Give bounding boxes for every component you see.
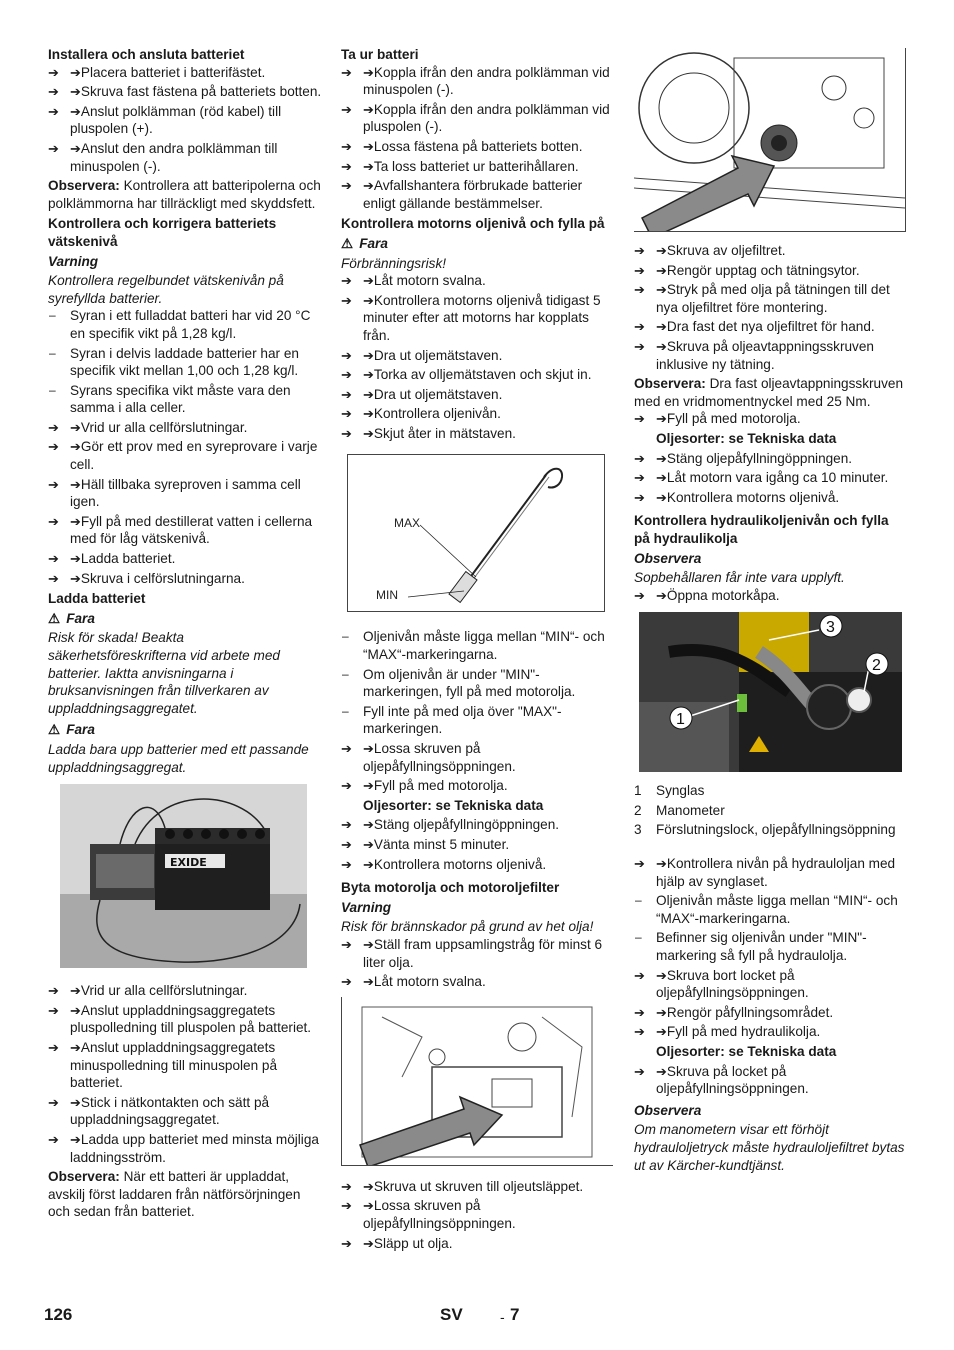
arrow-icon	[341, 138, 359, 156]
danger-label: ⚠ Fara	[341, 235, 388, 251]
dipstick-figure	[347, 454, 605, 612]
battery-charger-illustration	[60, 784, 307, 968]
dash-marker: –	[342, 703, 349, 718]
arrow-icon	[634, 338, 652, 356]
step-item	[48, 419, 322, 437]
step-item	[48, 64, 322, 82]
step-item	[48, 83, 322, 101]
arrow-icon	[341, 64, 359, 82]
step-item	[341, 425, 615, 443]
arrow-icon	[634, 318, 652, 336]
oil-types-ref: Oljesorter: se Tekniska data	[363, 797, 544, 813]
step-item	[341, 347, 615, 365]
step-item	[634, 450, 908, 468]
step-text: Koppla ifrån den andra polklämman vid minuspolen (-).	[363, 64, 610, 98]
step-text: Koppla ifrån den andra polklämman vid pluspolen (-).	[363, 101, 610, 135]
warning-text: Kontrollera regelbundet vätskenivån på syrefyllda batterier.	[48, 273, 284, 306]
arrow-icon	[341, 158, 359, 176]
arrow-icon	[341, 816, 359, 834]
arrow-icon	[634, 1023, 652, 1041]
step-item	[341, 272, 615, 290]
step-item	[48, 438, 322, 473]
arrow-icon	[634, 281, 652, 299]
arrow-icon	[48, 550, 66, 568]
arrow-icon	[341, 936, 359, 954]
arrow-icon	[48, 419, 66, 437]
arrow-icon	[341, 973, 359, 991]
max-label: MAX	[394, 516, 421, 531]
dash-marker: –	[49, 382, 56, 397]
step-item	[634, 410, 908, 428]
step-item	[341, 292, 615, 345]
dash-text: Syrans specifika vikt måste vara den samma i alla celler.	[70, 382, 291, 416]
step-item	[48, 550, 322, 568]
dash-text: Fyll inte på med olja över "MAX"-markeringen.	[363, 703, 562, 737]
heading-check-oil: Kontrollera motorns oljenivå och fylla på	[341, 216, 605, 232]
min-label: MIN	[376, 588, 398, 603]
danger-text-1: Risk för skada! Beakta säkerhetsföreskrifterna vid arbete med batterier. Iaktta anvisningarna i bruksanvisningen från tillverkaren av uppladdningsaggregatet.	[48, 630, 280, 716]
step-item	[341, 1197, 615, 1232]
arrow-icon	[48, 476, 66, 494]
arrow-icon	[48, 513, 66, 531]
step-item	[341, 366, 615, 384]
arrow-icon	[341, 347, 359, 365]
remove-steps	[341, 64, 615, 213]
step-text: Ladda upp batteriet med minsta möjliga laddningsström.	[70, 1131, 319, 1165]
dash-item	[341, 703, 615, 738]
dash-marker: –	[635, 930, 642, 945]
step-text: Låt motorn vara igång ca 10 minuter.	[666, 470, 889, 486]
page-number: 126	[44, 1305, 73, 1324]
arrow-icon	[341, 405, 359, 423]
arrow-icon	[634, 967, 652, 985]
step-item	[634, 338, 908, 373]
legend-item	[634, 782, 908, 800]
step-text: Skruva bort locket på oljepåfyllningsöppningen.	[656, 967, 809, 1001]
observe-label: Observera	[634, 550, 702, 566]
hydraulic-refill-steps	[634, 967, 908, 1041]
step-text: Skruva på oljeavtappningsskruven inklusive ny tätning.	[656, 338, 874, 372]
step-item	[341, 973, 615, 991]
arrow-icon	[341, 101, 359, 119]
arrow-icon	[48, 1039, 66, 1057]
step-text: Öppna motorkåpa.	[666, 587, 780, 603]
oil-types-ref: Oljesorter: se Tekniska data	[656, 430, 837, 446]
step-item	[341, 936, 615, 971]
arrow-icon	[634, 469, 652, 487]
dipstick-illustration	[348, 455, 604, 611]
arrow-icon	[341, 386, 359, 404]
step-text: Ta loss batteriet ur batterihållaren.	[373, 158, 579, 174]
step-text: Häll tillbaka syreproven i samma cell igen.	[70, 476, 301, 510]
step-text: Placera batteriet i batterifästet.	[80, 64, 266, 80]
step-item	[341, 816, 615, 834]
arrow-icon	[341, 777, 359, 795]
step-text: Stick i nätkontakten och sätt på uppladdningsaggregatet.	[70, 1094, 270, 1128]
step-text: Anslut uppladdningsaggregatets minuspolledning till minuspolen på batteriet.	[70, 1039, 278, 1091]
legend-text: Manometer	[656, 802, 725, 818]
oil-refill-steps	[341, 740, 615, 795]
warning-label: Varning	[48, 253, 99, 269]
step-text: Kontrollera motorns oljenivå tidigast 5 minuter efter att motorns har kopplats från.	[363, 292, 601, 343]
step-text: Rengör upptag och tätningsytor.	[666, 262, 860, 278]
danger-text-2: Ladda bara upp batterier med ett passande uppladdningsaggregat.	[48, 741, 309, 775]
hydraulic-types-ref: Oljesorter: se Tekniska data	[656, 1044, 837, 1059]
step-text: Dra fast det nya oljefiltret för hand.	[666, 319, 875, 335]
step-item	[634, 1023, 908, 1041]
dash-text: Syran i delvis laddade batterier har en specifik vikt mellan 1,00 och 1,28 kg/l.	[70, 345, 299, 379]
step-text: Låt motorn svalna.	[373, 273, 486, 289]
heading-charge-battery: Ladda batteriet	[48, 591, 146, 607]
arrow-icon	[48, 140, 66, 158]
step-text: Lossa skruven på oljepåfyllningsöppningen.	[363, 741, 516, 774]
step-text: Skruva av oljefiltret.	[666, 243, 786, 258]
legend-item	[634, 802, 908, 820]
heading-install-battery: Installera och ansluta batteriet	[48, 47, 245, 62]
arrow-icon	[341, 1178, 359, 1196]
step-item	[634, 469, 908, 487]
arrow-icon	[634, 587, 652, 605]
step-text: Lossa skruven på oljepåfyllningsöppningen.	[363, 1198, 516, 1231]
callout-1: 1	[676, 711, 685, 729]
dash-item	[48, 345, 322, 380]
arrow-icon	[341, 292, 359, 310]
legend-number: 1	[634, 783, 642, 799]
dash-text: Befinner sig oljenivån under "MIN"-markering så fyll på hydraulolja.	[656, 930, 867, 964]
step-text: Kontrollera motorns oljenivå.	[666, 489, 840, 505]
step-text: Släpp ut olja.	[373, 1235, 453, 1251]
step-text: Fyll på med hydraulikolja.	[666, 1024, 821, 1040]
heading-battery-level: Kontrollera och korrigera batteriets vätskenivå	[48, 216, 277, 249]
arrow-icon	[634, 242, 652, 260]
column-2	[341, 46, 615, 1254]
step-item	[48, 103, 322, 138]
step-item	[634, 967, 908, 1002]
arrow-icon	[341, 856, 359, 874]
level-steps	[48, 419, 322, 587]
step-text: Skruva i celförslutningarna.	[80, 570, 245, 586]
observe-text: Sopbehållaren får inte vara upplyft.	[634, 570, 845, 586]
hydraulic-finish-steps	[634, 1063, 908, 1098]
arrow-icon	[341, 740, 359, 758]
arrow-icon	[48, 438, 66, 456]
oil-steps	[341, 272, 615, 442]
column-3	[634, 46, 908, 1174]
hydraulic-check-steps	[634, 855, 908, 890]
step-text: Anslut polklämman (röd kabel) till pluspolen (+).	[70, 103, 282, 137]
hydraulic-legend	[634, 782, 908, 839]
warning-triangle-icon: ⚠	[48, 610, 61, 626]
step-text: Gör ett prov med en syreprovare i varje cell.	[70, 439, 318, 473]
step-item	[341, 386, 615, 404]
step-text: Stryk på med olja på tätningen till det nya oljefiltret före montering.	[656, 282, 890, 315]
legend-text: Förslutningslock, oljepåfyllningsöppning	[656, 822, 896, 838]
observe-text-2: Om manometern visar ett förhöjt hydrauloljetryck måste hydrauloljefiltret bytas ut av Kärcher-kundtjänst.	[634, 1122, 905, 1173]
step-item	[341, 836, 615, 854]
step-item	[634, 1063, 908, 1098]
arrow-icon	[48, 64, 66, 82]
callout-3: 3	[826, 619, 835, 637]
step-item	[634, 855, 908, 890]
fill-steps	[634, 410, 908, 428]
step-text: Rengör påfyllningsområdet.	[666, 1004, 834, 1020]
step-item	[341, 177, 615, 212]
step-item	[341, 405, 615, 423]
arrow-icon	[341, 425, 359, 443]
warning-triangle-icon: ⚠	[341, 235, 354, 251]
fill-finish-steps	[634, 450, 908, 507]
arrow-icon	[341, 272, 359, 290]
install-steps	[48, 64, 322, 176]
dash-marker: –	[49, 345, 56, 360]
step-text: Anslut den andra polklämman till minuspolen (-).	[70, 140, 278, 174]
legend-item	[634, 821, 908, 839]
oil-level-facts	[341, 628, 615, 738]
heading-remove-battery: Ta ur batteri	[341, 47, 419, 62]
dash-marker: –	[342, 629, 349, 644]
arrow-icon	[634, 262, 652, 280]
step-text: Kontrollera nivån på hydrauloljan med hjälp av synglaset.	[656, 856, 896, 889]
step-item	[634, 318, 908, 336]
step-item	[341, 64, 615, 99]
arrow-icon	[341, 1235, 359, 1253]
section-page-number: 7	[510, 1305, 520, 1324]
arrow-icon	[634, 489, 652, 507]
oil-finish-steps	[341, 816, 615, 873]
dash-item	[634, 892, 908, 927]
hydraulic-photo	[639, 612, 902, 772]
step-text: Skjut åter in mätstaven.	[373, 425, 516, 441]
footer-separator: -	[500, 1309, 505, 1325]
step-text: Skruva ut skruven till oljeutsläppet.	[373, 1178, 584, 1194]
danger-text: Förbränningsrisk!	[341, 255, 447, 271]
battery-charger-photo	[60, 784, 307, 968]
step-item	[634, 281, 908, 316]
warning-label: Varning	[341, 899, 392, 915]
step-item	[634, 242, 908, 260]
step-text: Vrid ur alla cellförslutningar.	[80, 419, 248, 435]
hydraulic-level-facts	[634, 892, 908, 964]
note-drain-torque: Observera: Dra fast oljeavtappningsskruven med en vridmomentnyckel med 25 Nm.	[634, 376, 904, 409]
oil-drain-figure	[341, 997, 613, 1166]
drain-steps	[341, 1178, 615, 1252]
step-item	[634, 262, 908, 280]
step-text: Stäng oljepåfyllningöppningen.	[666, 450, 853, 466]
step-text: Fyll på med destillerat vatten i cellerna med för låg vätskenivå.	[70, 513, 313, 547]
danger-label-2: ⚠ Fara	[48, 722, 95, 738]
callout-2: 2	[872, 657, 881, 675]
warning-text: Risk för brännskador på grund av het olja!	[341, 919, 594, 935]
step-text: Lossa fästena på batteriets botten.	[373, 138, 583, 154]
step-text: Vrid ur alla cellförslutningar.	[80, 983, 248, 999]
arrow-icon	[634, 1004, 652, 1022]
dash-item	[48, 382, 322, 417]
dash-text: Oljenivån måste ligga mellan “MIN“- och “MAX“-markeringarna.	[363, 629, 605, 663]
open-steps	[634, 587, 908, 605]
step-text: Skruva fast fästena på batteriets botten.	[80, 84, 322, 100]
step-item	[341, 777, 615, 795]
step-text: Fyll på med motorolja.	[666, 411, 801, 427]
step-item	[341, 101, 615, 136]
arrow-icon	[341, 836, 359, 854]
dash-text: Om oljenivån är under "MIN"-markeringen, fyll på med motorolja.	[363, 666, 576, 700]
arrow-icon	[48, 1094, 66, 1112]
step-item	[48, 1131, 322, 1166]
filter-steps	[634, 242, 908, 373]
step-text: Kontrollera oljenivån.	[373, 406, 501, 422]
change-steps	[341, 936, 615, 991]
arrow-icon	[341, 1197, 359, 1215]
arrow-icon	[48, 982, 66, 1000]
oil-filter-illustration	[634, 48, 905, 231]
oil-drain-illustration	[342, 997, 613, 1165]
arrow-icon	[48, 1002, 66, 1020]
step-text: Torka av olljemätstaven och skjut in.	[373, 367, 592, 383]
legend-number: 2	[634, 802, 642, 818]
dash-marker: –	[49, 308, 56, 323]
step-item	[48, 476, 322, 511]
step-item	[634, 587, 908, 605]
step-item	[341, 740, 615, 775]
step-item	[634, 1004, 908, 1022]
step-item	[341, 1178, 615, 1196]
step-text: Fyll på med motorolja.	[373, 778, 508, 794]
step-item	[48, 1039, 322, 1092]
language-code: SV	[440, 1305, 463, 1324]
battery-brand-label: EXIDE	[170, 856, 207, 870]
arrow-icon	[48, 103, 66, 121]
charge-steps	[48, 982, 322, 1166]
arrow-icon	[634, 855, 652, 873]
arrow-icon	[341, 177, 359, 195]
observe-label-2: Observera	[634, 1102, 702, 1118]
heading-change-oil: Byta motorolja och motoroljefilter	[341, 880, 560, 896]
note-battery-grease: Observera: Kontrollera att batteripolerna och polklämmorna har tillräckligt med skyddsfett.	[48, 178, 321, 211]
step-item	[341, 856, 615, 874]
dash-item	[634, 929, 908, 964]
step-text: Anslut uppladdningsaggregatets pluspolledning till pluspolen på batteriet.	[70, 1002, 312, 1036]
arrow-icon	[634, 450, 652, 468]
step-item	[341, 1235, 615, 1253]
step-text: Skruva på locket på oljepåfyllningsöppningen.	[656, 1063, 809, 1097]
step-item	[634, 489, 908, 507]
legend-text: Synglas	[656, 783, 705, 799]
step-text: Vänta minst 5 minuter.	[373, 837, 510, 852]
legend-number: 3	[634, 822, 642, 838]
acid-facts	[48, 307, 322, 417]
arrow-icon	[634, 410, 652, 428]
warning-triangle-icon: ⚠	[48, 722, 61, 738]
oil-filter-figure	[634, 48, 906, 232]
step-text: Låt motorn svalna.	[373, 974, 486, 990]
step-item	[341, 138, 615, 156]
step-text: Avfallshantera förbrukade batterier enligt gällande bestämmelser.	[363, 178, 583, 211]
step-item	[48, 140, 322, 175]
dash-marker: –	[342, 666, 349, 681]
step-text: Dra ut oljemätstaven.	[373, 347, 503, 363]
dash-item	[48, 307, 322, 342]
dash-text: Oljenivån måste ligga mellan “MIN“- och “MAX“-markeringarna.	[656, 893, 898, 926]
step-text: Ladda batteriet.	[80, 551, 176, 567]
arrow-icon	[48, 1131, 66, 1149]
step-item	[48, 513, 322, 548]
dash-text: Syran i ett fulladdat batteri har vid 20 °C en specifik vikt på 1,28 kg/l.	[70, 308, 311, 341]
dash-marker: –	[635, 893, 642, 908]
arrow-icon	[634, 1063, 652, 1081]
heading-hydraulic-oil: Kontrollera hydraulikoljenivån och fylla på hydraulikolja	[634, 513, 889, 546]
step-item	[341, 158, 615, 176]
danger-label-1: ⚠ Fara	[48, 610, 95, 626]
dash-item	[341, 628, 615, 663]
dash-item	[341, 666, 615, 701]
step-text: Ställ fram uppsamlingstråg för minst 6 liter olja.	[363, 936, 603, 970]
step-item	[48, 1094, 322, 1129]
step-text: Kontrollera motorns oljenivå.	[373, 856, 547, 872]
arrow-icon	[48, 570, 66, 588]
step-item	[48, 570, 322, 588]
step-item	[48, 982, 322, 1000]
note-disconnect-charger: Observera: När ett batteri är uppladdat, avskilj först laddaren från nätförsörjningen och sedan från batteriet.	[48, 1169, 301, 1220]
arrow-icon	[48, 83, 66, 101]
step-item	[48, 1002, 322, 1037]
step-text: Stäng oljepåfyllningöppningen.	[373, 817, 560, 833]
column-1	[48, 46, 322, 1221]
hydraulic-illustration	[639, 612, 902, 772]
step-text: Dra ut oljemätstaven.	[373, 386, 503, 402]
arrow-icon	[341, 366, 359, 384]
